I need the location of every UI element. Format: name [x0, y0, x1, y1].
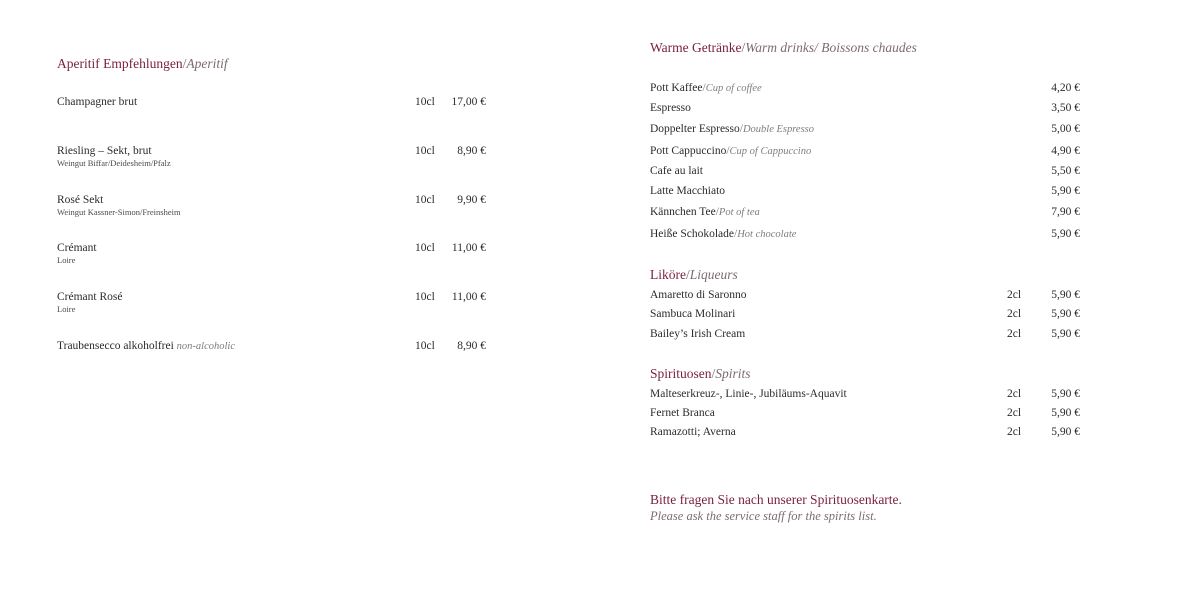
warm-drink-price: 4,20 €	[1051, 82, 1080, 94]
spirits-title-en: Spirits	[715, 366, 751, 381]
warm-drink-price: 5,90 €	[1051, 228, 1080, 240]
aperitif-item-origin: Weingut Biffar/Deidesheim/Pfalz	[57, 158, 171, 168]
spirit-name: Ramazotti; Averna	[650, 426, 736, 438]
warm-drinks-section-title	[650, 40, 917, 56]
aperitif-section-title	[57, 56, 228, 72]
aperitif-item-name: Traubensecco alkoholfrei	[57, 340, 174, 352]
liqueur-price: 5,90 €	[1051, 289, 1080, 301]
item-separator: /	[715, 206, 719, 218]
aperitif-item-name: Champagner brut	[57, 96, 138, 108]
aperitif-item-note: non-alcoholic	[176, 341, 235, 352]
liqueur-name: Sambuca Molinari	[650, 308, 736, 320]
warm-drink-name-row	[650, 145, 811, 158]
liqueur-volume: 2cl	[1007, 289, 1022, 301]
aperitif-item-volume: 10cl	[415, 242, 435, 254]
aperitif-item-name: Crémant	[57, 242, 97, 254]
spirit-name: Malteserkreuz-, Linie-, Jubiläums-Aquavit	[650, 388, 847, 400]
spirit-price: 5,90 €	[1051, 426, 1080, 438]
spirit-price: 5,90 €	[1051, 388, 1080, 400]
aperitif-item-origin: Weingut Kassner-Simon/Freinsheim	[57, 207, 181, 217]
aperitif-item-volume: 10cl	[415, 194, 435, 206]
aperitif-item-volume: 10cl	[415, 291, 435, 303]
item-separator: /	[734, 228, 738, 240]
spirit-price: 5,90 €	[1051, 407, 1080, 419]
spirit-volume: 2cl	[1007, 426, 1022, 438]
liqueurs-title-de: Liköre	[650, 267, 686, 282]
drinks-page	[600, 0, 1200, 600]
spirits-title-de: Spirituosen	[650, 366, 712, 381]
warm-drink-name-en: Cup of coffee	[705, 83, 762, 94]
aperitif-item-volume: 10cl	[415, 96, 435, 108]
title-separator: /	[182, 56, 187, 71]
aperitif-item-volume: 10cl	[415, 340, 435, 352]
warm-drink-name: Latte Macchiato	[650, 185, 726, 197]
item-separator: /	[739, 123, 743, 135]
warm-drink-name-en: Cup of Cappuccino	[729, 146, 812, 157]
aperitif-item-price: 8,90 €	[457, 340, 486, 352]
warm-drink-price: 5,50 €	[1051, 165, 1080, 177]
warm-drink-name-row	[650, 123, 814, 136]
spirits-section-title	[650, 366, 751, 382]
warm-drink-name: Pott Cappuccino	[650, 145, 727, 157]
aperitif-item-price: 17,00 €	[451, 96, 486, 108]
spirit-volume: 2cl	[1007, 407, 1022, 419]
aperitif-title-de: Aperitif Empfehlungen	[57, 56, 183, 71]
aperitif-item-price: 9,90 €	[457, 194, 486, 206]
aperitif-item-price: 11,00 €	[451, 242, 486, 254]
spirit-volume: 2cl	[1007, 388, 1022, 400]
warm-drink-price: 5,90 €	[1051, 185, 1080, 197]
warm-drink-name-en: Double Espresso	[742, 124, 815, 135]
aperitif-item-name-row	[57, 340, 235, 353]
warm-drink-price: 4,90 €	[1051, 145, 1080, 157]
warm-drink-name-row	[650, 82, 762, 95]
aperitif-item-origin: Loire	[57, 255, 76, 265]
aperitif-item-price: 8,90 €	[457, 145, 486, 157]
aperitif-item-origin: Loire	[57, 304, 76, 314]
warm-drink-name: Kännchen Tee	[650, 206, 716, 218]
warm-drink-name: Pott Kaffee	[650, 82, 703, 94]
liqueurs-title-en: Liqueurs	[689, 267, 738, 282]
liqueur-volume: 2cl	[1007, 308, 1022, 320]
warm-drink-name: Heiße Schokolade	[650, 228, 734, 240]
liqueur-name: Bailey’s Irish Cream	[650, 328, 746, 340]
aperitif-item-name: Riesling – Sekt, brut	[57, 145, 152, 157]
spirits-list-note-en: Please ask the service staff for the spirits list.	[650, 509, 877, 523]
aperitif-item-name: Crémant Rosé	[57, 291, 123, 303]
warm-drink-price: 7,90 €	[1051, 206, 1080, 218]
spirit-name: Fernet Branca	[650, 407, 715, 419]
aperitif-title-en: Aperitif	[186, 56, 228, 71]
warm-drinks-title-de: Warme Getränke	[650, 40, 742, 55]
aperitif-item-volume: 10cl	[415, 145, 435, 157]
warm-drink-name: Espresso	[650, 102, 691, 114]
liqueur-volume: 2cl	[1007, 328, 1022, 340]
title-separator: /	[741, 40, 746, 55]
warm-drink-name: Cafe au lait	[650, 165, 704, 177]
warm-drink-name-en: Hot chocolate	[737, 229, 797, 240]
warm-drinks-title-en: Warm drinks/ Boissons chaudes	[745, 40, 917, 55]
warm-drink-name-en: Pot of tea	[718, 207, 760, 218]
spirits-list-note-de: Bitte fragen Sie nach unserer Spirituosenkarte.	[650, 492, 902, 507]
aperitif-item-name: Rosé Sekt	[57, 194, 104, 206]
liqueur-price: 5,90 €	[1051, 328, 1080, 340]
aperitif-item-price: 11,00 €	[451, 291, 486, 303]
title-separator: /	[711, 366, 716, 381]
liqueurs-section-title	[650, 267, 738, 283]
item-separator: /	[726, 145, 730, 157]
title-separator: /	[686, 267, 690, 282]
warm-drink-price: 3,50 €	[1051, 102, 1080, 114]
item-separator: /	[702, 82, 706, 94]
warm-drink-name-row	[650, 206, 760, 219]
liqueur-name: Amaretto di Saronno	[650, 289, 747, 301]
warm-drink-price: 5,00 €	[1051, 123, 1080, 135]
warm-drink-name-row	[650, 228, 796, 241]
warm-drink-name: Doppelter Espresso	[650, 123, 740, 135]
liqueur-price: 5,90 €	[1051, 308, 1080, 320]
